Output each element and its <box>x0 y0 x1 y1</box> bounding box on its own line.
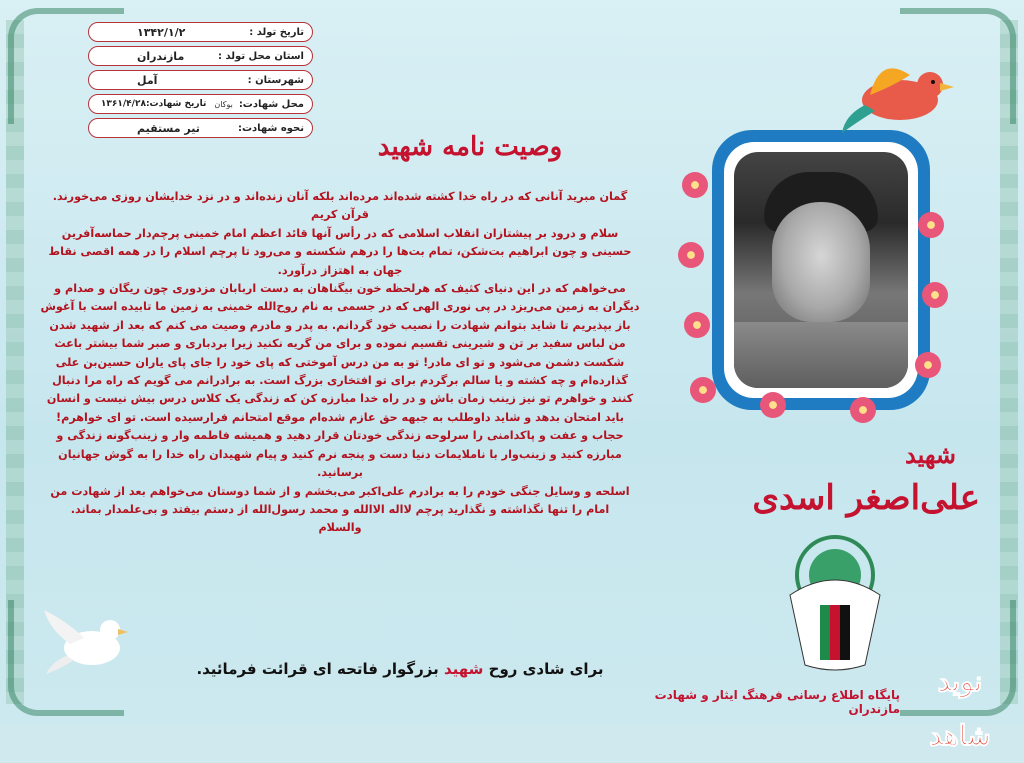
martyrdom-manner-row <box>88 118 313 138</box>
martyrdom-manner-label: نحوه شهادت: <box>238 122 304 134</box>
foundation-logo <box>770 525 900 675</box>
fatiha-highlight: شهید <box>443 660 484 678</box>
brand-logo-text: نوید شاهد <box>929 665 991 752</box>
birth-date-value: ۱۳۴۲/۱/۲ <box>137 25 186 39</box>
fatiha-text-start: برای شادی روح <box>488 660 604 678</box>
flower-icon <box>850 397 876 423</box>
birth-date-label: تاریخ تولد : <box>249 26 304 38</box>
martyrdom-place-date-row <box>88 94 313 114</box>
will-paragraph: قرآن کریم <box>310 208 369 222</box>
flower-icon <box>915 352 941 378</box>
birth-date-row <box>88 22 313 42</box>
fatiha-request <box>150 660 650 678</box>
will-paragraph: می‌خواهم که در این دنیای کثیف که هرلحظه خون بیگناهان به دست اربابان مزدوری چون ریگان و صدام و دیگران به زمین می‌ریزد در پی نوری الهی که در جسمی به نام روح‌الله خمینی به زمین ما تابیده است با آغوش باز بپذیریم تا شاید بتوانم شهادت را نصیب خود گردانم. به پدر و مادرم وصیت می کنم که بعد از شهید شدن من لباس سفید بر تن و شیرینی تقسیم نموده و برای من گریه نکنید زیرا بردباری و صبر شما بیشتر باعث شکست دشمن می‌شود و تو ای مادر! تو به من درس آموختی که پای خود را جای پای یاران حسین‌بن علی گذارده‌ام و چه کشته و یا سالم برگردم برای تو افتخاری بزرگ است. به برادرانم می گویم که راه مرا دنبال کنند و خواهرم تو نیز زینب زمان باش و در راه خدا مبارزه کن که زندگی یک کلاس درس بیش نیست و انسان باید امتحان بدهد و شاید داوطلب به جبهه حق عازم شده‌ام موقع امتحانم فرارسیده است. تو ای خواهرم! حجاب و عفت و پاکدامنی را سرلوحه زندگی خودتان قرار دهید و همیشه فاطمه وار و زینب‌گونه زندگی و مبارزه کنید و زینب‌وار با ناملایمات دنیا دست و پنجه نرم کنید و پیام شهیدان راه خدا را به گوش جهانیان برسانید. <box>40 282 640 480</box>
will-paragraph: اسلحه و وسایل جنگی خودم را به برادرم علی‌اکبر می‌بخشم و از شما دوستان می‌خواهم بعد از شهادت من امام را تنها نگذاشته و نگذارید پرچم لااله الاالله و محمد رسول‌الله از دستم بیفتد و بی‌علمدار بماند. <box>50 484 630 516</box>
martyr-name: علی‌اصغر اسدی <box>752 478 980 518</box>
flower-icon <box>682 172 708 198</box>
city-row <box>88 70 313 90</box>
martyrdom-date-label: تاریخ شهادت: <box>145 99 207 109</box>
birth-province-row <box>88 46 313 66</box>
flower-icon <box>684 312 710 338</box>
will-paragraph: والسلام <box>318 521 362 535</box>
martyrdom-manner-value: تیر مستقیم <box>137 121 200 135</box>
will-text <box>40 188 640 538</box>
will-paragraph: سلام و درود بر پیشتازان انقلاب اسلامی که در رأس آنها قائد اعظم امام خمینی پرچم‌دار حماسه‌آفرین حسینی و چون ابراهیم بت‌شکن، تمام بت‌ها را درهم شکسته و می‌رود تا پرچم اسلام را در همه اقصی نقاط جهان به اهتزاز درآورد. <box>48 226 632 277</box>
birth-province-label: استان محل تولد : <box>218 50 304 62</box>
martyr-title-word: شهید <box>905 440 957 469</box>
brand-logo <box>905 655 1015 752</box>
martyr-info-panel <box>88 22 313 142</box>
martyrdom-place-label: محل شهادت: <box>238 98 304 110</box>
footer-site-name: پایگاه اطلاع رسانی فرهنگ ایثار و شهادت مازندران <box>654 688 900 716</box>
flower-icon <box>690 377 716 403</box>
martyrdom-date-value: ۱۳۶۱/۴/۲۸ <box>100 99 146 109</box>
portrait-shirt <box>734 322 908 388</box>
dove-icon <box>40 600 130 680</box>
martyr-portrait-photo <box>734 152 908 388</box>
city-value: آمل <box>137 73 158 87</box>
birth-province-value: مازندران <box>137 49 185 63</box>
martyr-portrait-frame <box>700 122 950 422</box>
will-title: وصیت نامه شهید <box>377 132 563 162</box>
portrait-face <box>772 202 870 322</box>
fatiha-text-end: بزرگوار فاتحه ای قرائت فرمائید. <box>196 660 439 678</box>
will-paragraph: گمان مبرید آنانی که در راه خدا کشته شده‌اند مرده‌اند بلکه آنان زنده‌اند و در نزد خدایشان روزی می‌خورند. <box>52 190 628 203</box>
flower-icon <box>760 392 786 418</box>
city-label: شهرستان : <box>247 74 304 86</box>
martyrdom-place-value: بوکان <box>214 99 233 109</box>
bird-icon <box>840 45 960 135</box>
flower-icon <box>918 212 944 238</box>
flower-icon <box>678 242 704 268</box>
flower-icon <box>922 282 948 308</box>
